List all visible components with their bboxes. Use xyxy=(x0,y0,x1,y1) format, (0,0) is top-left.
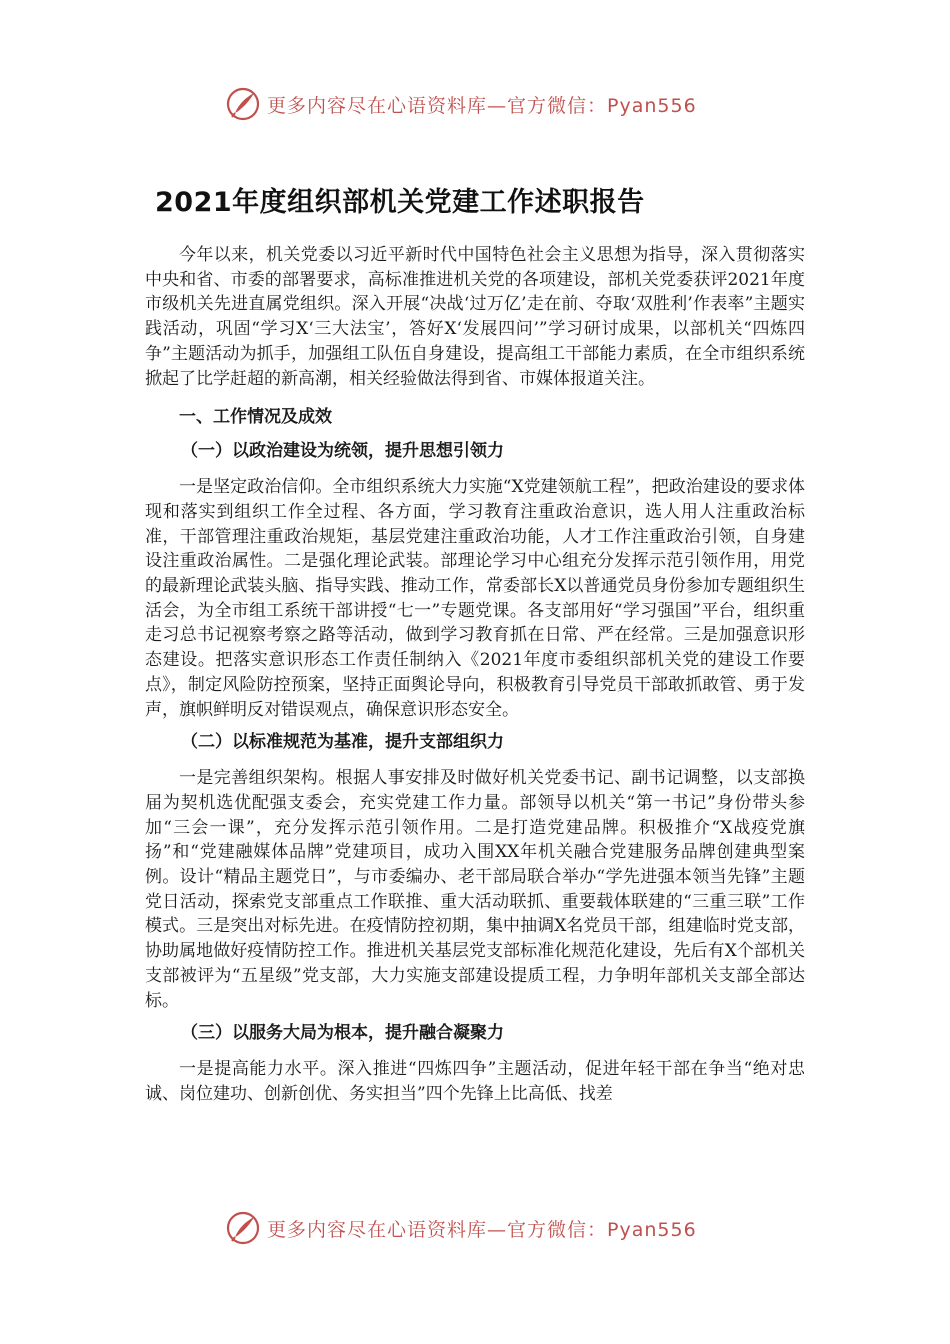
watermark-header xyxy=(225,84,725,124)
section-heading: 一、工作情况及成效 xyxy=(179,407,332,428)
subsection-body-3: 一是提高能力水平。深入推进“四炼四争”主题活动，促进年轻干部在争当“绝对忠诚、岗位建功、创新创优、务实担当”四个先锋上比高低、找差 xyxy=(145,1059,805,1104)
watermark-text: 更多内容尽在心语资料库—官方微信：Pyan556 xyxy=(267,1218,697,1241)
quill-pen-logo-icon xyxy=(225,1210,261,1246)
document-page xyxy=(145,170,805,1113)
subsection-body-2: 一是完善组织架构。根据人事安排及时做好机关党委书记、副书记调整，以支部换届为契机选优配强支委会，充实党建工作力量。部领导以机关“第一书记”身份带头参加“三会一课”，充分发挥示范引领作用。二是打造党建品牌。积极推介“X战疫党旗扬”和“党建融媒体品牌”党建项目，成功入围XX年机关融合党建服务品牌创建典型案例。设计“精品主题党日”，与市委编办、老干部局联合举办“学先进强本领当先锋”主题党日活动，探索党支部重点工作联推、重大活动联抓、重要载体联建的“三重三联”工作模式。三是突出对标先进。在疫情防控初期，集中抽调X名党员干部，组建临时党支部，协助属地做好疫情防控工作。推进机关基层党支部标准化规范化建设，先后有X个部机关支部被评为“五星级”党支部，大力实施支部建设提质工程，力争明年部机关支部全部达标。 xyxy=(145,768,805,1011)
quill-pen-logo-icon xyxy=(225,86,261,122)
subsection-body-1: 一是坚定政治信仰。全市组织系统大力实施“X党建领航工程”，把政治建设的要求体现和落实到组织工作全过程、各方面，学习教育注重政治意识，选人用人注重政治标准，干部管理注重政治规矩，基层党建注重政治功能，人才工作注重政治引领，自身建设注重政治属性。二是强化理论武装。部理论学习中心组充分发挥示范引领作用，用党的最新理论武装头脑、指导实践、推动工作，常委部长X以普通党员身份参加专题组织生活会，为全市组工系统干部讲授“七一”专题党课。各支部用好“学习强国”平台，组织重走习总书记视察考察之路等活动，做到学习教育抓在日常、严在经常。三是加强意识形态建设。把落实意识形态工作责任制纳入《2021年度市委组织部机关党的建设工作要点》，制定风险防控预案，坚持正面舆论导向，积极教育引导党员干部敢抓敢管、勇于发声，旗帜鲜明反对错误观点，确保意识形态安全。 xyxy=(145,477,805,720)
document-title: 2021年度组织部机关党建工作述职报告 xyxy=(155,187,645,218)
subsection-heading-3: （三）以服务大局为根本，提升融合凝聚力 xyxy=(181,1023,504,1044)
watermark-footer xyxy=(225,1208,725,1248)
subsection-heading-1: （一）以政治建设为统领，提升思想引领力 xyxy=(181,441,504,462)
watermark-text: 更多内容尽在心语资料库—官方微信：Pyan556 xyxy=(267,94,697,117)
subsection-heading-2: （二）以标准规范为基准，提升支部组织力 xyxy=(181,732,504,753)
intro-paragraph: 今年以来，机关党委以习近平新时代中国特色社会主义思想为指导，深入贯彻落实中央和省、市委的部署要求，高标准推进机关党的各项建设，部机关党委获评2021年度市级机关先进直属党组织。深入开展“决战‘过万亿’走在前、夺取‘双胜利’作表率”主题实践活动，巩固“学习X‘三大法宝’，答好X‘发展四问’”学习研讨成果，以部机关“四炼四争”主题活动为抓手，加强组工队伍自身建设，提高组工干部能力素质，在全市组织系统掀起了比学赶超的新高潮，相关经验做法得到省、市媒体报道关注。 xyxy=(145,245,805,389)
